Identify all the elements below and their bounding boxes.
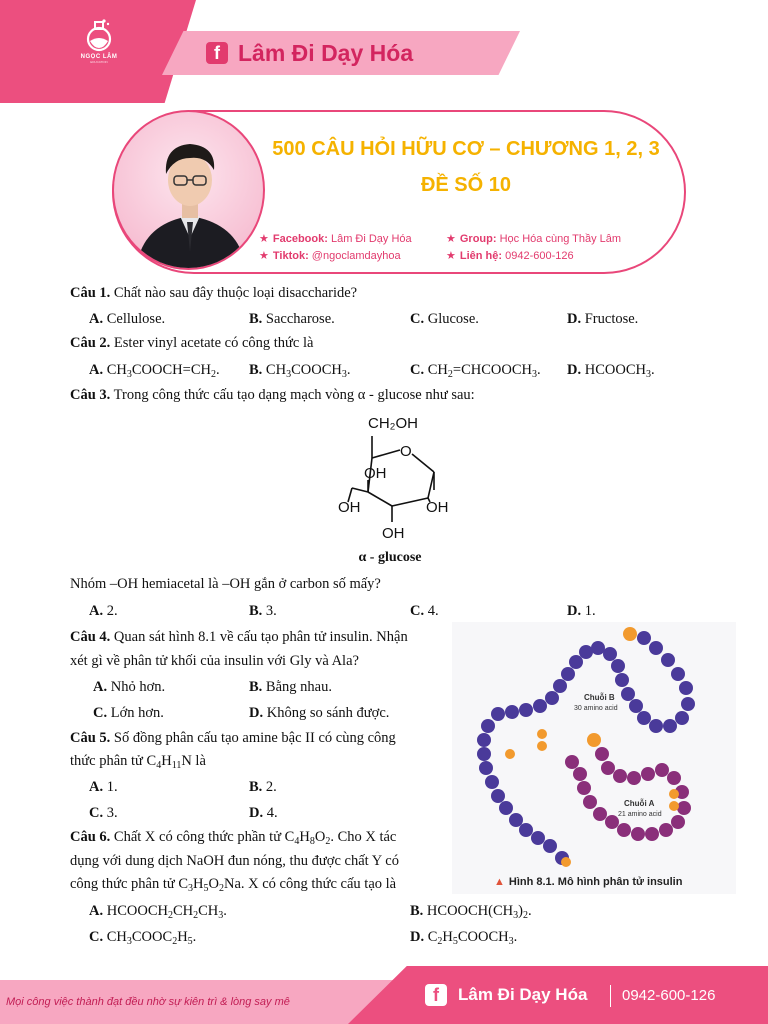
question-3-followup: Nhóm –OH hemiacetal là –OH gắn ở carbon số mấy? [70,576,381,592]
question-text: Trong công thức cấu tạo dạng mạch vòng α - glucose như sau: [113,387,475,403]
ch2oh-label: CH₂OH [368,415,418,432]
option-text: 1. [106,779,118,795]
person-portrait-icon [114,112,265,270]
q6-option-c[interactable]: C. $CH_3COOC_2H_5$. [89,929,197,947]
teacher-avatar [112,110,265,270]
logo-subtext: EDUCATION [90,60,108,64]
tiktok-value: @ngoclamdayhoa [311,250,401,262]
q3-option-d[interactable]: D. 1. [567,603,596,619]
insulin-molecule-figure [452,622,736,894]
question-text: N là [181,753,206,769]
chain-b-count: 30 amino acid [574,705,618,712]
question-5-line1 [70,729,396,747]
alpha-glucose-structure [322,410,458,566]
q2-option-d[interactable]: D. $HCOOCH_3$. [567,362,655,380]
option-text: Glucose. [427,311,479,327]
question-6-line2: dụng với dung dịch NaOH đun nóng, thu được chất Y có [70,853,399,869]
star-icon: ★ [446,233,456,245]
footer-divider [610,985,611,1007]
facebook-value: Lâm Đi Dạy Hóa [330,233,412,245]
option-text: 4. [427,603,439,619]
chain-a-label: Chuỗi A [624,799,655,808]
footer-phone[interactable]: 0942-600-126 [622,987,716,1004]
oh-inner-label: OH [364,465,387,482]
q5-option-d[interactable]: D. 4. [249,805,278,821]
caption-text: Hình 8.1. Mô hình phân tử insulin [508,876,683,888]
question-6-line1: Câu 6. Chất X có công thức phần tử $C_4H_8O_2$. Cho X tác [70,829,397,847]
q5-option-b[interactable]: B. 2. [249,779,277,795]
question-text: Ester vinyl acetate có công thức là [113,335,314,351]
q1-option-a[interactable]: A. Cellulose. [89,311,166,327]
question-1 [70,284,357,302]
oh-left-label: OH [338,499,361,516]
q4-option-d[interactable]: D. Không so sánh được. [249,705,390,721]
header-brand-row[interactable] [168,34,508,72]
q2-option-c[interactable]: C. $CH_2=CHCOOCH_3$. [410,362,541,380]
tiktok-label: Tiktok: [272,250,309,262]
question-text: Số đồng phân cấu tạo amine bậc II có cùng công [113,730,396,746]
option-text: 2. [106,603,118,619]
q6-option-a[interactable]: A. $HCOOCH_2CH_2CH_3$. [89,903,227,921]
contact-facebook[interactable] [259,232,412,245]
q5-option-a[interactable]: A. 1. [89,779,118,795]
phone-value: 0942-600-126 [505,250,574,262]
q1-option-c[interactable]: C. Glucose. [410,311,479,327]
question-text: thức phân tử C [70,753,157,769]
option-text: Nhỏ hơn. [110,679,166,695]
option-text: Fructose. [584,311,639,327]
q5-option-c[interactable]: C. 3. [89,805,118,821]
exam-number: ĐỀ SỐ 10 [420,174,512,196]
ngoc-lam-logo [74,18,124,64]
star-icon: ★ [259,250,269,262]
question-number: Câu 2. [70,335,111,351]
facebook-label: Facebook: [272,233,328,245]
question-text: Quan sát hình 8.1 về cấu tạo phân tử insulin. Nhận [113,629,408,645]
facebook-icon: f [206,42,228,64]
q6-option-b[interactable]: B. $HCOOCH(CH_3)_2$. [410,903,532,921]
group-label: Group: [459,233,497,245]
q2-option-a[interactable]: A. $CH_3COOCH=CH_2$. [89,362,220,380]
question-5-line2: thức phân tử $C_4H_{11}N$ là [70,753,206,771]
question-number: Câu 3. [70,387,111,403]
q1-option-b[interactable]: B. Saccharose. [249,311,335,327]
facebook-icon[interactable]: f [425,984,447,1006]
header-brand: Lâm Đi Dạy Hóa [238,39,414,66]
question-number: Câu 4. [70,629,111,645]
footer-motto: Mọi công việc thành đạt đều nhờ sự kiên trì & lòng say mê [6,996,290,1008]
question-text: Na. X có công thức cấu tạo là [223,876,397,892]
question-2 [70,334,313,352]
flask-icon [84,18,114,52]
question-text: Chất nào sau đây thuộc loại disaccharide? [113,285,358,301]
oh-right-label: OH [426,499,449,516]
q1-option-d[interactable]: D. Fructose. [567,311,639,327]
option-text: 4. [266,805,278,821]
question-4-line1 [70,628,408,646]
q6-option-d[interactable]: D. $C_2H_5COOCH_3$. [410,929,518,947]
group-value: Học Hóa cùng Thầy Lâm [499,233,622,245]
q3-option-a[interactable]: A. 2. [89,603,118,619]
option-text: 3. [106,805,118,821]
option-text: 2. [265,779,277,795]
insulin-caption [494,876,682,888]
q4-option-b[interactable]: B. Bằng nhau. [249,679,332,695]
logo-text: NGỌC LÂM [80,54,118,60]
question-number: Câu 1. [70,285,111,301]
phone-label: Liên hệ: [459,250,503,262]
star-icon: ★ [259,233,269,245]
question-text: công thức phân tử C [70,876,189,892]
ring-oxygen-label: O [400,443,412,460]
chain-a-count: 21 amino acid [618,811,662,818]
q3-option-c[interactable]: C. 4. [410,603,439,619]
contact-tiktok[interactable] [259,249,401,262]
oh-bottom-label: OH [382,525,405,542]
star-icon: ★ [446,250,456,262]
option-text: 3. [265,603,277,619]
triangle-icon: ▲ [494,876,505,888]
question-number: Câu 6. [70,829,111,845]
option-text: Lớn hơn. [110,705,164,721]
q2-option-b[interactable]: B. $CH_3COOCH_3$. [249,362,351,380]
question-6-line3: công thức phân tử $C_3H_5O_2Na$. X có công thức cấu tạo là [70,876,397,894]
question-text: Chất X có công thức phần tử C [113,829,295,845]
question-4-line2: xét gì về phân tử khối của insulin với Gly và Ala? [70,653,359,669]
option-text: Cellulose. [106,311,166,327]
contact-phone[interactable] [446,249,574,262]
question-3 [70,386,475,404]
q4-option-c[interactable]: C. Lớn hơn. [93,705,164,721]
footer-brand[interactable]: Lâm Đi Dạy Hóa [458,985,588,1004]
contact-group[interactable] [446,232,621,245]
q3-option-b[interactable]: B. 3. [249,603,277,619]
chain-b-label: Chuỗi B [584,693,615,702]
option-text: Saccharose. [265,311,335,327]
option-text: Không so sánh được. [266,705,390,721]
question-text: . Cho X tác [330,829,397,845]
q4-option-a[interactable]: A. Nhỏ hơn. [93,679,166,695]
option-text: 1. [584,603,596,619]
exam-title: 500 CÂU HỎI HỮU CƠ – CHƯƠNG 1, 2, 3 [272,138,660,160]
question-number: Câu 5. [70,730,111,746]
option-text: Bằng nhau. [265,679,332,695]
glucose-caption: α - glucose [358,550,422,565]
